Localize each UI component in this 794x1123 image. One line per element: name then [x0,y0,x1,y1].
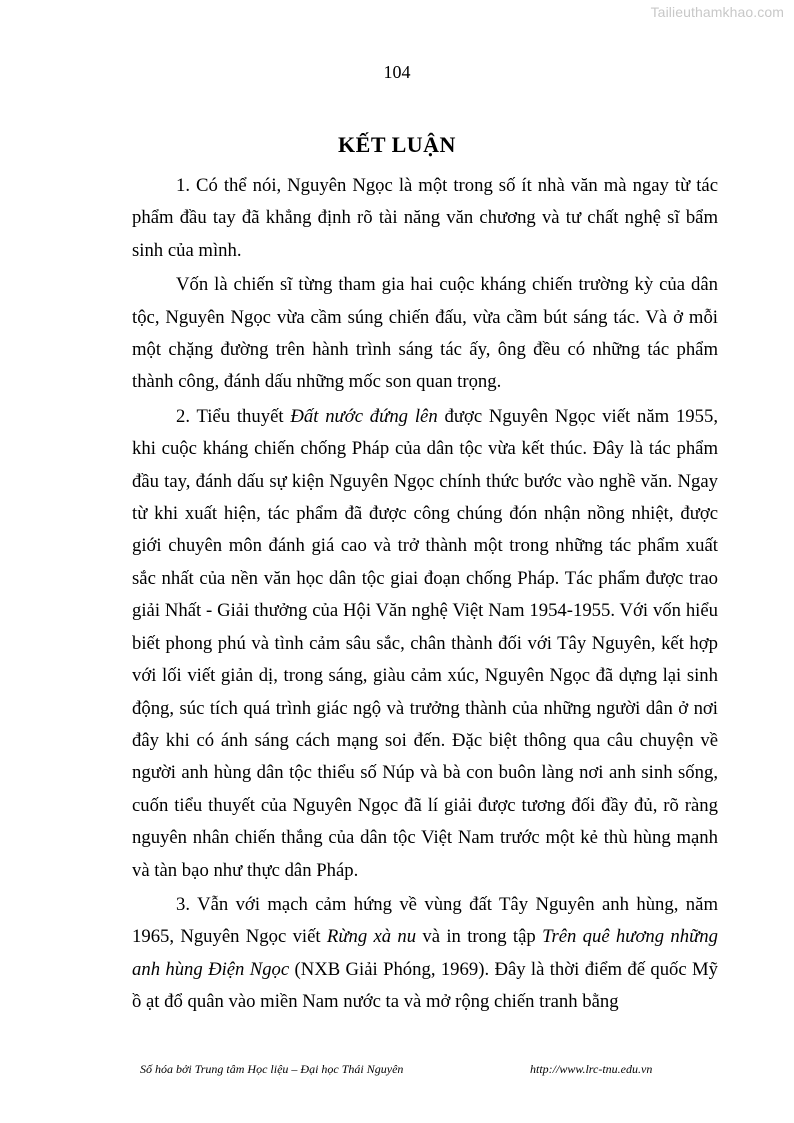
footer-credit: Số hóa bởi Trung tâm Học liệu – Đại học Thái Nguyên [140,1062,404,1076]
page-number: 104 [383,62,411,82]
paragraph-3 [132,401,718,887]
watermark: Tailieuthamkhao.com [650,4,784,20]
book-title-dat-nuoc-dung-len: Đất nước đứng lên [290,405,438,427]
paragraph-4-text-c: và in trong tập [416,926,543,948]
body-text [132,170,718,1019]
paragraph-1: 1. Có thể nói, Nguyên Ngọc là một trong số ít nhà văn mà ngay từ tác phẩm đầu tay đã khẳng định rõ tài năng văn chương và tư chất nghệ sĩ bẩm sinh của mình. [132,175,718,261]
paragraph-3-text-c: được Nguyên Ngọc viết năm 1955, khi cuộc kháng chiến chống Pháp của dân tộc vừa kết thúc. Đây là tác phẩm đầu tay, đánh dấu sự kiện Nguyên Ngọc chính thức bước vào nghề văn. Ngay từ khi xuất hiện, tác phẩm đã được công chúng đón nhận nồng nhiệt, được giới chuyên môn đánh giá cao và trở thành một trong những tác phẩm xuất sắc nhất của nền văn học dân tộc giai đoạn chống Pháp. Tác phẩm được trao giải Nhất - Giải thưởng của Hội Văn nghệ Việt Nam 1954-1955. Với vốn hiểu biết phong phú và tình cảm sâu sắc, chân thành đối với Tây Nguyên, kết hợp với lối viết giản dị, trong sáng, giàu cảm xúc, Nguyên Ngọc đã dựng lại sinh động, súc tích quá trình giác ngộ và trưởng thành của những người dân ở nơi đây khi có ánh sáng cách mạng soi đến. Đặc biệt thông qua câu chuyện về người anh hùng dân tộc thiểu số Núp và bà con buôn làng nơi anh sinh sống, cuốn tiểu thuyết của Nguyên Ngọc đã lí giải được tương đối đầy đủ, rõ ràng nguyên nhân chiến thắng của dân tộc Việt Nam trước một kẻ thù hùng mạnh và tàn bạo như thực dân Pháp. [132,405,718,881]
paragraph-4-text-e: (NXB Giải Phóng, 1969). Đây là thời điểm đế quốc Mỹ ồ ạt đổ quân vào miền Nam nước ta và mở rộng chiến tranh bằng [132,958,718,1013]
paragraph-4 [132,889,718,1019]
page-title: KẾT LUẬN [338,132,456,157]
paragraph-3-text-a: 2. Tiểu thuyết [176,405,291,427]
paragraph-4-text-a: 3. Vẫn với mạch cảm hứng về vùng đất Tây Nguyên anh hùng, năm 1965, Nguyên Ngọc viết [132,893,718,948]
footer-url[interactable]: http://www.lrc-tnu.edu.vn [530,1062,653,1076]
collection-title: Trên quê hương những anh hùng Điện Ngọc [132,926,718,980]
paragraph-2: Vốn là chiến sĩ từng tham gia hai cuộc kháng chiến trường kỳ của dân tộc, Nguyên Ngọc vừa cầm súng chiến đấu, vừa cầm bút sáng tác. Và ở mỗi một chặng đường trên hành trình sáng tác ấy, ông đều có những tác phẩm thành công, đánh dấu những mốc son quan trọng. [132,274,718,393]
work-title-rung-xa-nu: Rừng xà nu [326,926,417,948]
